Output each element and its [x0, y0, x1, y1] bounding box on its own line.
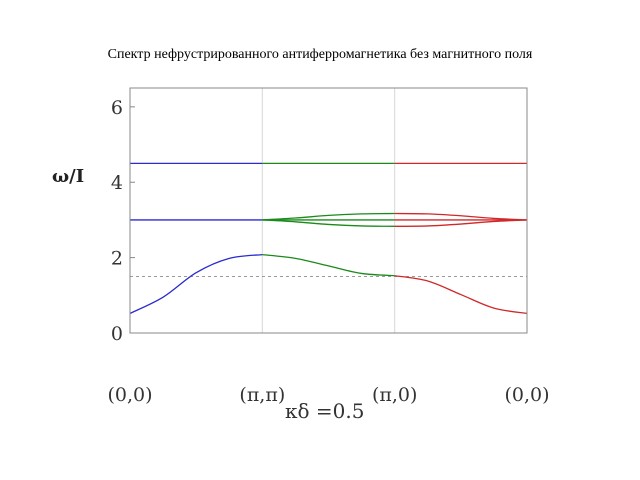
x-tick-label-0: (0,0) — [107, 384, 153, 406]
chart-title: Спектр нефрустрированного антиферромагнетика без магнитного поля — [107, 47, 533, 62]
y-axis-label: ω/I — [52, 166, 85, 187]
y-tick-label-0: 0 — [110, 323, 123, 345]
grid-layer — [130, 88, 527, 333]
series-line-0 — [130, 255, 262, 314]
axis-layer — [107, 88, 549, 406]
x-tick-label-3: (0,0) — [504, 384, 550, 406]
y-tick-label-3: 6 — [110, 96, 123, 119]
plot-frame — [130, 88, 527, 333]
y-tick-label-1: 2 — [110, 247, 123, 270]
series-line-9 — [395, 220, 527, 226]
series-line-6 — [262, 220, 394, 226]
series-line-4 — [262, 214, 394, 220]
series-line-7 — [395, 214, 527, 220]
series-layer — [130, 163, 527, 313]
series-line-2 — [395, 276, 527, 314]
x-tick-label-1: (π,π) — [239, 384, 286, 406]
x-tick-label-2: (π,0) — [371, 384, 418, 406]
series-line-1 — [262, 255, 394, 276]
y-tick-label-2: 4 — [110, 172, 123, 195]
kappa-delta-annotation: κδ =0.5 — [285, 399, 365, 423]
